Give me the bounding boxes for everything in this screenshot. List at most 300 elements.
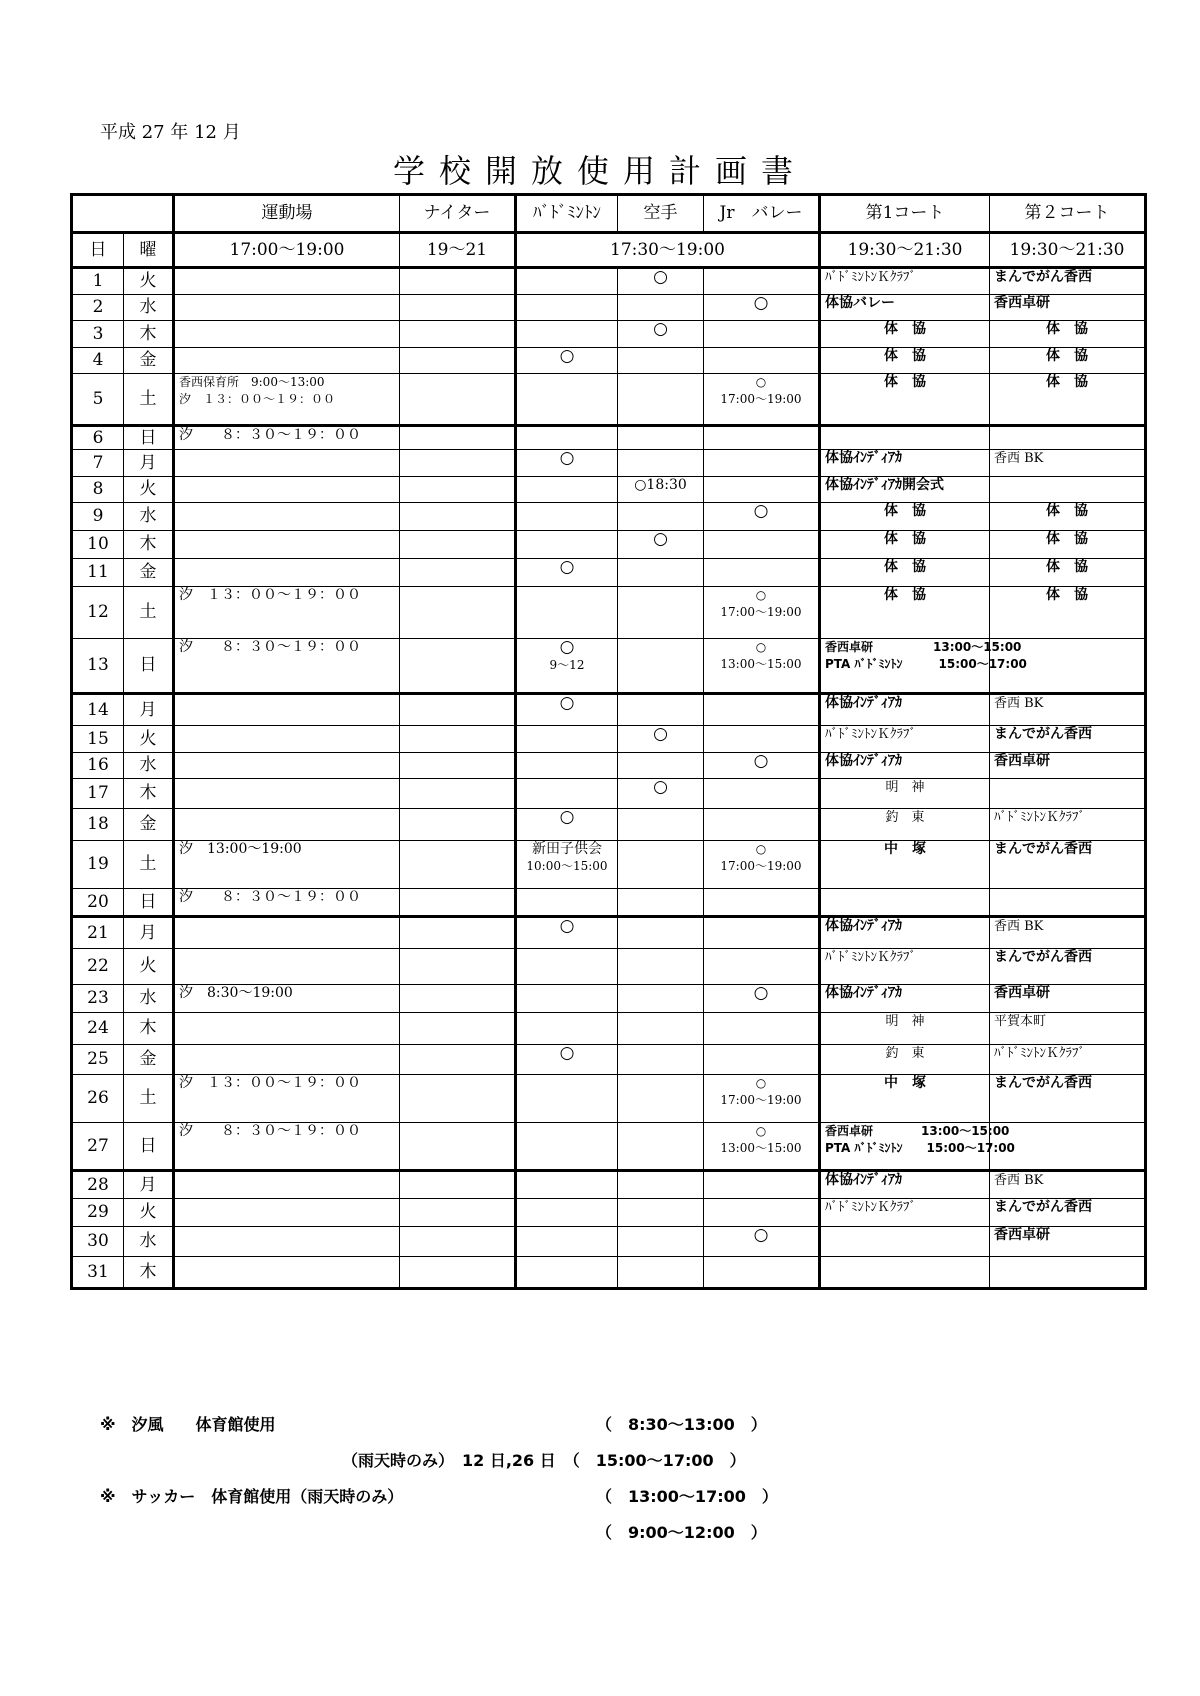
- table-row: [72, 268, 1146, 295]
- day-of-week-text: 火: [139, 271, 157, 291]
- day-number: [72, 1075, 124, 1123]
- ground-cell: [174, 531, 400, 559]
- court2-cell-text: 香西 BK: [994, 451, 1044, 466]
- table-row: [72, 1013, 1146, 1045]
- court1-cell-text: 釣 東: [885, 1046, 925, 1061]
- day-number-text: 7: [92, 452, 104, 473]
- badminton-cell: [516, 503, 618, 531]
- jr-volley-cell: [704, 426, 820, 450]
- court1-cell-text: 体協ｲﾝﾃﾞｨｱｶ: [825, 1172, 902, 1188]
- badminton-cell-text: ○: [559, 807, 575, 827]
- court1-cell: [820, 1227, 990, 1257]
- time-row: [72, 233, 1146, 268]
- court1-cell-text: 明 神: [885, 780, 925, 795]
- table-row: [72, 477, 1146, 503]
- badminton-cell: [516, 1227, 618, 1257]
- court2-cell: [990, 477, 1146, 503]
- karate-cell: [618, 1199, 704, 1227]
- court1-cell-text: 体 協: [884, 531, 926, 547]
- night-cell: [400, 1171, 516, 1199]
- ground-cell: [174, 694, 400, 726]
- court2-cell: [990, 1075, 1146, 1123]
- day-number: [72, 1227, 124, 1257]
- karate-cell: [618, 477, 704, 503]
- jr-volley-cell-text: ○: [753, 501, 769, 521]
- badminton-cell: [516, 450, 618, 477]
- day-of-week: [124, 348, 174, 374]
- jr-volley-cell-text: ○: [755, 842, 767, 856]
- jr-volley-cell: [704, 985, 820, 1013]
- table-row: [72, 639, 1146, 694]
- day-number: [72, 531, 124, 559]
- court2-cell: [990, 321, 1146, 348]
- ground-cell: [174, 559, 400, 587]
- court2-cell-text: まんでがん香西: [994, 949, 1092, 965]
- jr-volley-cell: [704, 1123, 820, 1171]
- day-number: [72, 1123, 124, 1171]
- ground-cell-text: 汐 ８：３０～１９：００: [179, 639, 361, 655]
- court1-cell-text: 体協ｲﾝﾃﾞｨｱｶ: [825, 695, 902, 711]
- jr-volley-cell-text: 17:00～19:00: [720, 859, 802, 873]
- day-number-text: 23: [87, 988, 109, 1008]
- court1-cell-text: 体 協: [884, 559, 926, 575]
- ground-cell: [174, 321, 400, 348]
- night-cell: [400, 503, 516, 531]
- court1-cell: [820, 503, 990, 531]
- table-row: [72, 321, 1146, 348]
- court2-cell: [990, 374, 1146, 426]
- court2-cell-text: 体 協: [1046, 531, 1088, 547]
- ground-cell: [174, 587, 400, 639]
- karate-cell-text: ○: [653, 529, 668, 549]
- court2-cell-text: 香西 BK: [994, 696, 1044, 711]
- court1-cell: [820, 1171, 990, 1199]
- jr-volley-cell-text: 17:00～19:00: [720, 1093, 802, 1107]
- day-number-text: 1: [92, 271, 104, 291]
- document-title: 学校開放使用計画書: [392, 152, 807, 190]
- court1-cell: [820, 1013, 990, 1045]
- karate-cell: [618, 450, 704, 477]
- day-of-week: [124, 559, 174, 587]
- day-number-text: 14: [87, 699, 109, 720]
- day-of-week: [124, 1013, 174, 1045]
- day-of-week: [124, 1045, 174, 1075]
- day-number: [72, 374, 124, 426]
- badminton-cell-text: 10:00～15:00: [526, 859, 608, 873]
- day-number-text: 24: [87, 1018, 109, 1038]
- badminton-cell: [516, 917, 618, 949]
- jr-volley-cell: [704, 1045, 820, 1075]
- court1-cell-text: PTA ﾊﾞﾄﾞﾐﾝﾄﾝ 15:00～17:00: [825, 1141, 1015, 1155]
- court2-cell-text: 香西卓研: [994, 753, 1050, 769]
- night-cell: [400, 639, 516, 694]
- day-number: [72, 841, 124, 889]
- court1-cell-text: 体 協: [884, 374, 926, 390]
- jr-volley-cell-text: ○: [753, 751, 769, 771]
- badminton-cell: [516, 809, 618, 841]
- day-number-text: 11: [87, 562, 109, 582]
- court1-cell: [820, 587, 990, 639]
- karate-cell: [618, 779, 704, 809]
- jr-volley-cell-text: 17:00～19:00: [720, 605, 802, 619]
- karate-cell: [618, 985, 704, 1013]
- col-jr-volley: Jr バレー: [704, 195, 820, 233]
- court1-cell-text: ﾊﾞﾄﾞﾐﾝﾄﾝＫｸﾗﾌﾞ: [825, 950, 917, 965]
- karate-cell: [618, 348, 704, 374]
- court1-cell: [820, 559, 990, 587]
- day-of-week-text: 日: [139, 655, 157, 675]
- court1-cell-text: 体 協: [884, 503, 926, 519]
- night-cell: [400, 295, 516, 321]
- badminton-cell: [516, 1045, 618, 1075]
- jr-volley-cell: [704, 503, 820, 531]
- ground-cell: [174, 1013, 400, 1045]
- day-of-week: [124, 268, 174, 295]
- day-of-week: [124, 917, 174, 949]
- day-of-week: [124, 503, 174, 531]
- day-of-week-text: 水: [139, 755, 157, 775]
- time-gym: 17:30～19:00: [516, 233, 820, 268]
- badminton-cell-text: ○: [559, 693, 575, 713]
- badminton-cell: [516, 559, 618, 587]
- court2-cell: [990, 889, 1146, 917]
- court1-cell: [820, 949, 990, 985]
- court2-cell-text: 体 協: [1046, 374, 1088, 390]
- night-cell: [400, 450, 516, 477]
- court1-cell: [820, 917, 990, 949]
- day-of-week: [124, 1199, 174, 1227]
- badminton-cell-text: ○: [559, 637, 575, 657]
- court2-cell: [990, 841, 1146, 889]
- karate-cell: [618, 559, 704, 587]
- ground-cell: [174, 841, 400, 889]
- karate-cell: [618, 295, 704, 321]
- day-of-week-text: 火: [139, 479, 157, 499]
- ground-cell: [174, 426, 400, 450]
- day-of-week: [124, 726, 174, 753]
- day-of-week: [124, 639, 174, 694]
- corner-cell: [72, 195, 174, 233]
- ground-cell: [174, 348, 400, 374]
- night-cell: [400, 559, 516, 587]
- ground-cell: [174, 949, 400, 985]
- jr-volley-cell: [704, 1013, 820, 1045]
- day-number-text: 3: [92, 323, 104, 344]
- badminton-cell: [516, 1171, 618, 1199]
- badminton-cell-text: ○: [559, 1043, 575, 1063]
- court1-cell: [820, 809, 990, 841]
- day-of-week: [124, 1227, 174, 1257]
- court2-cell: [990, 531, 1146, 559]
- badminton-cell: [516, 753, 618, 779]
- day-number: [72, 949, 124, 985]
- court2-cell: [990, 503, 1146, 531]
- day-number-text: 29: [87, 1202, 109, 1222]
- jr-volley-cell: [704, 268, 820, 295]
- jr-volley-cell: [704, 1075, 820, 1123]
- karate-cell-text: ○18:30: [634, 477, 687, 493]
- court2-cell: [990, 1199, 1146, 1227]
- jr-volley-cell: [704, 1199, 820, 1227]
- jr-volley-cell: [704, 779, 820, 809]
- jr-volley-cell-text: ○: [755, 375, 767, 389]
- night-cell: [400, 477, 516, 503]
- night-cell: [400, 1075, 516, 1123]
- ground-cell: [174, 1045, 400, 1075]
- col-court1: 第1コート: [820, 195, 990, 233]
- day-number: [72, 726, 124, 753]
- table-row: [72, 1045, 1146, 1075]
- court2-cell-text: 香西 BK: [994, 919, 1044, 934]
- jr-volley-cell-text: ○: [753, 1225, 769, 1245]
- day-of-week-text: 月: [139, 922, 157, 943]
- karate-cell: [618, 949, 704, 985]
- court1-cell: [820, 531, 990, 559]
- badminton-cell-text: ○: [559, 557, 575, 577]
- night-cell: [400, 917, 516, 949]
- ground-cell: [174, 1171, 400, 1199]
- karate-cell: [618, 639, 704, 694]
- badminton-cell: [516, 985, 618, 1013]
- night-cell: [400, 889, 516, 917]
- note-2-a: （雨天時のみ） 12 日,26 日 （ 15:00～17:00 ）: [342, 1451, 746, 1470]
- day-of-week-text: 日: [139, 427, 157, 448]
- day-of-week: [124, 374, 174, 426]
- day-of-week-text: 火: [139, 728, 157, 749]
- day-of-week: [124, 1075, 174, 1123]
- head-dow: 曜: [124, 233, 174, 268]
- day-of-week-text: 木: [139, 1261, 157, 1282]
- ground-cell: [174, 1257, 400, 1289]
- jr-volley-cell: [704, 949, 820, 985]
- day-number-text: 26: [87, 1088, 109, 1108]
- karate-cell: [618, 1257, 704, 1289]
- day-of-week-text: 水: [139, 988, 157, 1008]
- jr-volley-cell: [704, 450, 820, 477]
- court1-cell: [820, 726, 990, 753]
- night-cell: [400, 1045, 516, 1075]
- court1-cell: [820, 477, 990, 503]
- night-cell: [400, 1013, 516, 1045]
- day-of-week: [124, 321, 174, 348]
- badminton-cell: [516, 1123, 618, 1171]
- court2-cell-text: 体 協: [1046, 348, 1088, 364]
- karate-cell: [618, 1171, 704, 1199]
- badminton-cell: [516, 694, 618, 726]
- col-night: ナイター: [400, 195, 516, 233]
- badminton-cell: [516, 374, 618, 426]
- court2-cell-text: 体 協: [1046, 321, 1088, 337]
- day-of-week-text: 月: [139, 699, 157, 720]
- ground-cell: [174, 809, 400, 841]
- day-of-week: [124, 426, 174, 450]
- ground-cell-text: 汐 １３：００～１９：００: [179, 392, 336, 406]
- jr-volley-cell-text: 17:00～19:00: [720, 392, 802, 406]
- court1-cell: [820, 779, 990, 809]
- day-number: [72, 1257, 124, 1289]
- day-number: [72, 809, 124, 841]
- day-number-text: 21: [87, 922, 109, 943]
- court2-cell-text: まんでがん香西: [994, 1199, 1092, 1215]
- day-of-week-text: 土: [139, 602, 157, 622]
- night-cell: [400, 1199, 516, 1227]
- day-of-week: [124, 1257, 174, 1289]
- column-label-row: [72, 195, 1146, 233]
- court2-cell: [990, 949, 1146, 985]
- night-cell: [400, 348, 516, 374]
- table-row: [72, 779, 1146, 809]
- night-cell: [400, 694, 516, 726]
- day-of-week: [124, 809, 174, 841]
- day-of-week-text: 月: [139, 452, 157, 473]
- day-of-week-text: 土: [139, 388, 157, 409]
- night-cell: [400, 753, 516, 779]
- jr-volley-cell-text: ○: [755, 1076, 767, 1090]
- karate-cell: [618, 841, 704, 889]
- night-cell: [400, 1123, 516, 1171]
- day-number-text: 10: [87, 534, 109, 554]
- night-cell: [400, 985, 516, 1013]
- day-number-text: 31: [87, 1261, 109, 1282]
- ground-cell: [174, 477, 400, 503]
- court1-cell: [820, 694, 990, 726]
- jr-volley-cell: [704, 809, 820, 841]
- head-day: 日: [72, 233, 124, 268]
- karate-cell: [618, 917, 704, 949]
- jr-volley-cell: [704, 348, 820, 374]
- court2-cell-text: ﾊﾞﾄﾞﾐﾝﾄﾝＫｸﾗﾌﾞ: [994, 810, 1086, 825]
- day-of-week-text: 土: [139, 1088, 157, 1108]
- table-row: [72, 917, 1146, 949]
- badminton-cell: [516, 1013, 618, 1045]
- day-number-text: 20: [87, 891, 109, 912]
- note-1-a: ※ 汐風 体育館使用: [100, 1415, 276, 1434]
- court1-cell-text: 体協バレー: [825, 295, 895, 311]
- day-number-text: 5: [92, 388, 104, 409]
- day-number-text: 2: [92, 297, 104, 317]
- day-number: [72, 779, 124, 809]
- badminton-cell: [516, 268, 618, 295]
- day-of-week: [124, 841, 174, 889]
- col-badminton: ﾊﾞﾄﾞﾐﾝﾄﾝ: [516, 195, 618, 233]
- day-of-week: [124, 295, 174, 321]
- karate-cell: [618, 1227, 704, 1257]
- karate-cell: [618, 268, 704, 295]
- day-number-text: 12: [87, 602, 109, 622]
- badminton-cell: [516, 779, 618, 809]
- court2-cell: [990, 348, 1146, 374]
- jr-volley-cell: [704, 1257, 820, 1289]
- jr-volley-cell: [704, 587, 820, 639]
- night-cell: [400, 726, 516, 753]
- court1-cell: [820, 426, 990, 450]
- day-number-text: 27: [87, 1135, 109, 1156]
- ground-cell: [174, 985, 400, 1013]
- ground-cell: [174, 1227, 400, 1257]
- day-of-week-text: 金: [139, 1049, 157, 1069]
- ground-cell-text: 汐 ８：３０～１９：００: [179, 1123, 361, 1139]
- day-of-week: [124, 531, 174, 559]
- ground-cell: [174, 917, 400, 949]
- schedule-table: [70, 193, 1147, 1290]
- court2-cell: [990, 809, 1146, 841]
- day-of-week: [124, 949, 174, 985]
- night-cell: [400, 426, 516, 450]
- col-ground: 運動場: [174, 195, 400, 233]
- document-date: 平成 27 年 12 月: [100, 122, 241, 143]
- day-number: [72, 1199, 124, 1227]
- court2-cell: [990, 694, 1146, 726]
- table-row: [72, 1257, 1146, 1289]
- karate-cell: [618, 531, 704, 559]
- day-number: [72, 1171, 124, 1199]
- day-number: [72, 348, 124, 374]
- court2-cell-text: まんでがん香西: [994, 726, 1092, 742]
- badminton-cell: [516, 531, 618, 559]
- day-of-week: [124, 1171, 174, 1199]
- day-number: [72, 639, 124, 694]
- karate-cell: [618, 1045, 704, 1075]
- day-of-week: [124, 889, 174, 917]
- court2-cell-text: 香西卓研: [994, 1227, 1050, 1243]
- court1-cell-text: 体協ｲﾝﾃﾞｨｱｶ: [825, 985, 902, 1001]
- day-of-week-text: 日: [139, 1135, 157, 1156]
- day-of-week-text: 木: [139, 323, 157, 344]
- day-of-week: [124, 694, 174, 726]
- table-row: [72, 809, 1146, 841]
- day-number-text: 6: [92, 427, 104, 448]
- court2-cell: [990, 1171, 1146, 1199]
- table-row: [72, 889, 1146, 917]
- court2-cell: [990, 426, 1146, 450]
- jr-volley-cell: [704, 841, 820, 889]
- table-row: [72, 426, 1146, 450]
- court1-cell-text: ﾊﾞﾄﾞﾐﾝﾄﾝＫｸﾗﾌﾞ: [825, 727, 917, 742]
- jr-volley-cell: [704, 374, 820, 426]
- ground-cell: [174, 450, 400, 477]
- karate-cell: [618, 809, 704, 841]
- day-of-week: [124, 587, 174, 639]
- day-of-week: [124, 779, 174, 809]
- col-court2: 第２コート: [990, 195, 1146, 233]
- day-of-week-text: 木: [139, 1018, 157, 1038]
- ground-cell: [174, 779, 400, 809]
- court1-cell: [820, 639, 1027, 694]
- day-number: [72, 1045, 124, 1075]
- court2-cell: [990, 1045, 1146, 1075]
- day-number-text: 15: [87, 728, 109, 749]
- table-row: [72, 503, 1146, 531]
- day-of-week-text: 金: [139, 350, 157, 370]
- court1-cell-text: PTA ﾊﾞﾄﾞﾐﾝﾄﾝ 15:00～17:00: [825, 657, 1027, 671]
- table-row: [72, 450, 1146, 477]
- badminton-cell: [516, 587, 618, 639]
- day-number: [72, 587, 124, 639]
- day-number: [72, 503, 124, 531]
- day-of-week: [124, 1123, 174, 1171]
- court2-cell-text: まんでがん香西: [994, 1075, 1092, 1091]
- day-of-week-text: 木: [139, 534, 157, 554]
- ground-cell-text: 汐 13:00～19:00: [179, 841, 302, 857]
- badminton-cell: [516, 1199, 618, 1227]
- court2-cell-text: 体 協: [1046, 503, 1088, 519]
- day-of-week-text: 月: [139, 1174, 157, 1195]
- court1-cell: [820, 841, 990, 889]
- karate-cell: [618, 1123, 704, 1171]
- night-cell: [400, 268, 516, 295]
- court2-cell: [990, 1257, 1146, 1289]
- court1-cell: [820, 1257, 990, 1289]
